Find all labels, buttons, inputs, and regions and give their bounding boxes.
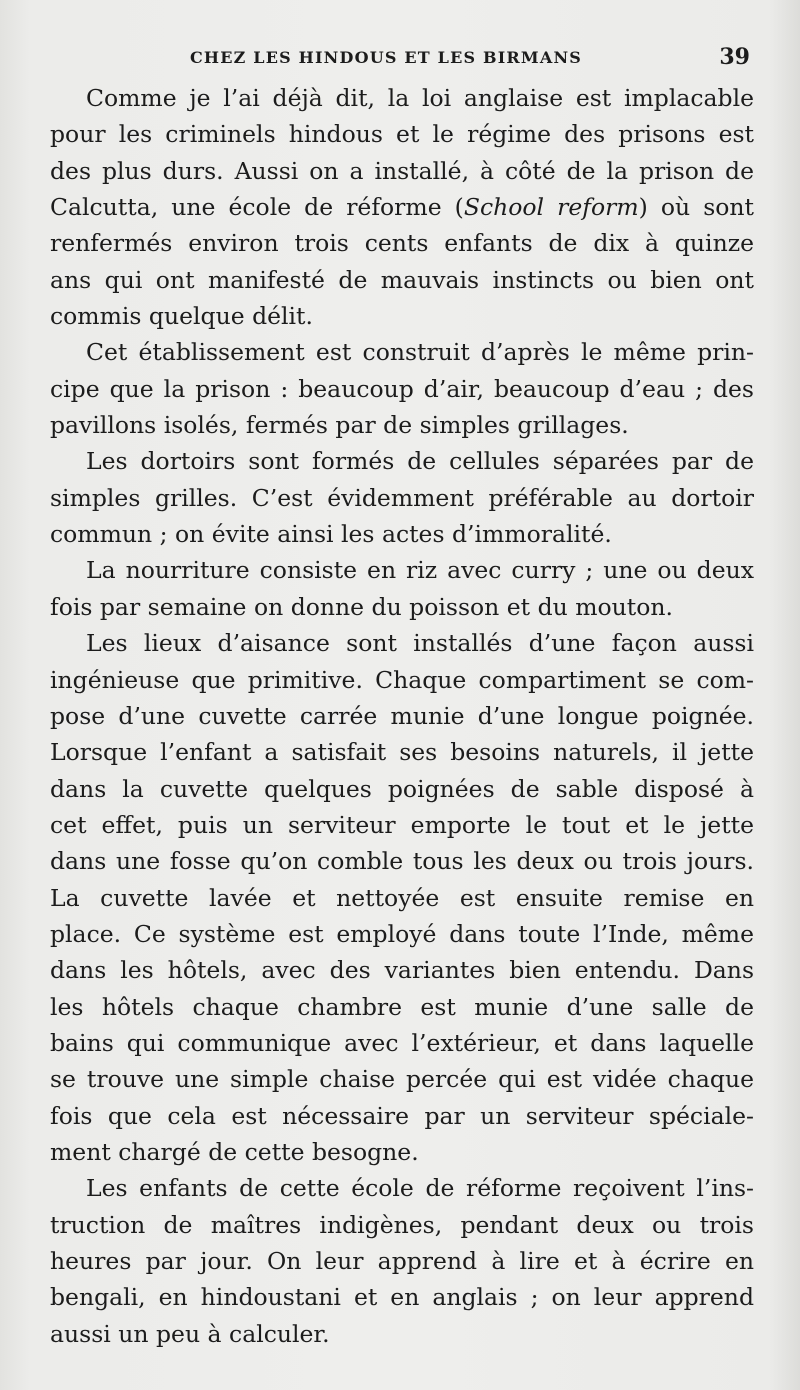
text-line: Lorsque l’enfant a satisfait ses besoins naturels, il jette: [50, 738, 754, 767]
text-line: ans qui ont manifesté de mauvais instincts ou bien ont: [50, 265, 754, 294]
text-line: cet effet, puis un serviteur emporte le tout et le jette: [50, 810, 754, 839]
body-text: [50, 80, 754, 1352]
text-line: commun ; on évite ainsi les actes d’immoralité.: [50, 520, 612, 549]
text-line: simples grilles. C’est évidemment préférable au dortoir: [50, 483, 754, 512]
text-segment: Calcutta, une école de réforme (: [50, 193, 464, 222]
text-line: fois que cela est nécessaire par un serviteur spéciale-: [50, 1101, 754, 1130]
text-line: dans les hôtels, avec des variantes bien entendu. Dans: [50, 956, 754, 985]
text-line: se trouve une simple chaise percée qui est vidée chaque: [50, 1065, 754, 1094]
text-line: heures par jour. On leur apprend à lire et à écrire en: [50, 1247, 754, 1275]
text-line: les hôtels chaque chambre est munie d’une salle de: [50, 992, 754, 1021]
text-line: renfermés environ trois cents enfants de dix à quinze: [50, 229, 754, 258]
italic-term: School reform: [463, 193, 639, 222]
text-line: Comme je l’ai déjà dit, la loi anglaise est implacable: [86, 84, 754, 112]
text-line: pour les criminels hindous et le régime des prisons est: [50, 120, 754, 149]
page-header: [190, 44, 750, 74]
text-line: Cet établissement est construit d’après le même prin-: [86, 338, 754, 367]
text-line: Les enfants de cette école de réforme reçoivent l’ins-: [86, 1174, 754, 1203]
text-segment: ) où sont: [638, 193, 754, 222]
text-line: commis quelque délit.: [50, 302, 313, 331]
text-line: place. Ce système est employé dans toute l’Inde, même: [50, 919, 754, 948]
text-line: aussi un peu à calculer.: [50, 1319, 330, 1348]
text-line: ment chargé de cette besogne.: [50, 1137, 419, 1166]
text-line: truction de maîtres indigènes, pendant deux ou trois: [50, 1210, 754, 1239]
text-line: cipe que la prison : beaucoup d’air, beaucoup d’eau ; des: [50, 374, 754, 403]
text-line: [50, 189, 754, 225]
running-title: CHEZ LES HINDOUS ET LES BIRMANS: [190, 48, 583, 67]
text-line: Les dortoirs sont formés de cellules séparées par de: [86, 447, 754, 476]
text-line: La cuvette lavée et nettoyée est ensuite remise en: [50, 883, 754, 912]
text-line: pose d’une cuvette carrée munie d’une longue poignée.: [50, 701, 754, 730]
text-line: Les lieux d’aisance sont installés d’une façon aussi: [86, 629, 754, 658]
text-line: bains qui communique avec l’extérieur, et dans laquelle: [50, 1028, 754, 1057]
text-line: dans la cuvette quelques poignées de sable disposé à: [50, 774, 754, 803]
text-line: La nourriture consiste en riz avec curry ; une ou deux: [86, 556, 754, 585]
text-line: des plus durs. Aussi on a installé, à côté de la prison de: [50, 156, 754, 185]
text-line: dans une fosse qu’on comble tous les deux ou trois jours.: [50, 847, 754, 876]
text-line: fois par semaine on donne du poisson et du mouton.: [50, 592, 673, 621]
text-line: bengali, en hindoustani et en anglais ; on leur apprend: [50, 1283, 754, 1312]
page-number: 39: [719, 44, 750, 70]
text-line: ingénieuse que primitive. Chaque compartiment se com-: [50, 665, 754, 694]
text-line: pavillons isolés, fermés par de simples grillages.: [50, 411, 629, 440]
